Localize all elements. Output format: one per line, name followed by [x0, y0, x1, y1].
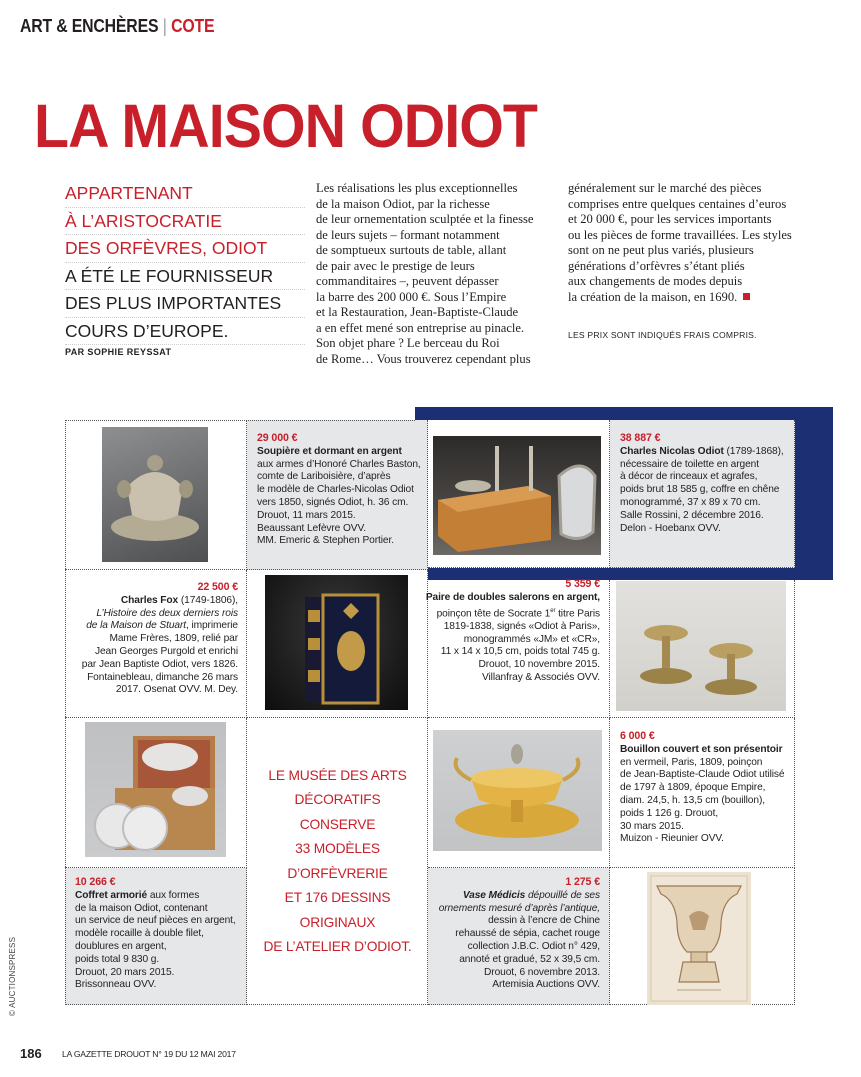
lot-line: aux armes d’Honoré Charles Baston, [257, 458, 421, 470]
publication-footer: LA GAZETTE DROUOT N° 19 DU 12 MAI 2017 [62, 1049, 236, 1059]
lot-caption [425, 876, 600, 992]
lot-line: Drouot, 20 mars 2015. [75, 966, 175, 978]
vase-drawing-icon [647, 872, 751, 1005]
lot-caption [75, 876, 245, 992]
lot-line: L’Histoire des deux derniers rois [96, 607, 238, 619]
toilet-set-photo [433, 436, 601, 555]
lot-line: 30 mars 2015. [620, 820, 684, 832]
lot-line: , imprimerie [185, 620, 238, 632]
armorial-case-photo [85, 722, 226, 857]
toilet-set-icon [433, 436, 601, 555]
lede-line: APPARTENANT [65, 180, 305, 208]
lede-line: DES ORFÈVRES, ODIOT [65, 235, 305, 263]
lot-line: ornements mesuré d’après l’antique, [438, 902, 600, 914]
lot-caption-highlighted [620, 432, 795, 535]
page-number: 186 [20, 1046, 42, 1061]
lot-line: Drouot, 6 novembre 2013. [484, 966, 600, 978]
lot-line: modèle rocaille à double filet, [75, 928, 204, 940]
lot-line: titre Paris [555, 607, 600, 619]
lot-line: à décor de rinceaux et agrafes, [620, 471, 758, 483]
lot-line: Drouot, 11 mars 2015. [257, 509, 356, 521]
lot-superscript: er [550, 607, 556, 614]
lot-line: le modèle de Charles-Nicolas Odiot [257, 484, 414, 496]
section-label: ART & ENCHÈRES [20, 16, 159, 36]
lot-name: Paire de doubles salerons en argent, [425, 591, 600, 603]
lede-line: COURS D’EUROPE. [65, 318, 305, 346]
lot-line: poids 1 126 g. Drouot, [620, 807, 719, 819]
lot-line: Brissonneau OVV. [75, 979, 157, 991]
body-column-2-text: généralement sur le marché des pièces comprises entre quelques centaines d’euros et 20 000 €, pour les services importants ou les pièces de forme travaillées. Les styles sont on ne peut plus variés, plusieurs générations d’orfèvres s’étant pliés aux changements de modes depuis la création de la maison, en 1690. [568, 181, 792, 304]
lot-price: 29 000 € [257, 432, 298, 444]
lede-line: DES PLUS IMPORTANTES [65, 290, 305, 318]
lot-line: un service de neuf pièces en argent, [75, 915, 236, 927]
lot-name: Vase Médicis [462, 889, 526, 901]
lot-line: Mame Frères, 1809, relié par [109, 633, 238, 645]
grid-top-border [65, 420, 415, 421]
lot-line: vers 1850, signés Odiot, h. 36 cm. [257, 496, 409, 508]
tureen-icon [102, 427, 208, 562]
body-column-1: Les réalisations les plus exceptionnelles de la maison Odiot, par la richesse de leur ornementation sculptée et la finesse de leurs sujets – formant notamment de somptueux surtouts de table, allant de pair avec le prestige de leurs commanditaires –, peuvent dépasser la barre des 200 000 €. Sous l’Empire et la Restauration, Jean-Baptiste-Claude a en effet mené son entreprise au pinacle. Son objet phare ? Le berceau du Roi de Rome… Vous trouverez cependant plus [316, 181, 534, 366]
lot-title-italic: de la Maison de Stuart [86, 620, 186, 632]
rubric-separator: | [162, 16, 167, 36]
article-title: LA MAISON ODIOT [34, 92, 538, 160]
lot-price: 38 887 € [620, 432, 661, 444]
article-lede [65, 180, 305, 345]
lot-price: 6 000 € [620, 730, 655, 742]
lot-name-suffix: aux formes [147, 889, 200, 901]
lot-line: diam. 24,5, h. 13,5 cm (bouillon), [620, 794, 765, 806]
lot-name: Charles Fox [120, 594, 179, 606]
lot-name-suffix: dépouillé de ses [525, 889, 600, 901]
lot-price: 22 500 € [197, 581, 238, 593]
lot-line: Villanfray & Associés OVV. [481, 671, 600, 683]
lede-line: A ÉTÉ LE FOURNISSEUR [65, 263, 305, 291]
end-mark-icon [743, 293, 750, 300]
lot-name: Charles Nicolas Odiot [620, 445, 724, 457]
lot-caption [257, 432, 427, 548]
salt-cellars-icon [616, 581, 786, 711]
lot-line: collection J.B.C. Odiot n° 429, [467, 940, 600, 952]
subsection-label: COTE [171, 16, 215, 36]
lot-name: Soupière et dormant en argent [257, 445, 402, 457]
salt-cellars-photo [616, 581, 786, 711]
lot-line: 1819-1838, signés «Odiot à Paris», [443, 620, 600, 632]
lot-line: Fontainebleau, dimanche 26 mars [87, 671, 238, 683]
lot-line: dessin à l’encre de Chine [488, 915, 600, 927]
body-column-2 [568, 181, 813, 305]
lot-line: 2017. Osenat OVV. M. Dey. [115, 684, 238, 696]
lot-line: poids total 9 830 g. [75, 953, 160, 965]
lot-line: monogrammé, 37 x 89 x 70 cm. [620, 496, 761, 508]
prices-note: LES PRIX SONT INDIQUÉS FRAIS COMPRIS. [568, 330, 757, 340]
lot-name-suffix: (1749-1806), [178, 594, 238, 606]
lot-line: par Jean Baptiste Odiot, vers 1826. [81, 658, 238, 670]
lot-name: Coffret armorié [75, 889, 148, 901]
lot-caption [425, 578, 600, 685]
lot-line: nécessaire de toilette en argent [620, 458, 759, 470]
lot-line: de 1797 à 1809, époque Empire, [620, 782, 766, 794]
lot-line: annoté et gradué, 52 x 39,5 cm. [459, 953, 600, 965]
lot-line: en vermeil, Paris, 1809, poinçon [620, 756, 763, 768]
lot-line: de Jean-Baptiste-Claude Odiot utilisé [620, 769, 785, 781]
lot-line: monogrammés «JM» et «CR», [463, 633, 600, 645]
grid-left-border [65, 420, 66, 1005]
byline: PAR SOPHIE REYSSAT [65, 347, 172, 357]
silver-tureen-photo [102, 427, 208, 562]
lot-line: MM. Emeric & Stephen Portier. [257, 535, 394, 547]
bouillon-icon [433, 730, 602, 851]
lot-line: rehaussé de sépia, cachet rouge [455, 928, 600, 940]
bound-book-photo [265, 575, 408, 710]
lede-line: À L’ARISTOCRATIE [65, 208, 305, 236]
vermeil-bouillon-photo [433, 730, 602, 851]
lot-line: poids brut 18 585 g, coffre en chêne [620, 484, 780, 496]
lot-line: doublures en argent, [75, 940, 167, 952]
lot-line: Salle Rossini, 2 décembre 2016. [620, 509, 764, 521]
lot-name: Bouillon couvert et son présentoir [620, 743, 783, 755]
lot-line: Delon - Hoebanx OVV. [620, 522, 721, 534]
silver-case-icon [85, 722, 226, 857]
lot-line: Artemisia Auctions OVV. [492, 979, 600, 991]
book-icon [265, 575, 408, 710]
pull-quote [247, 718, 428, 1005]
lot-line: Beaussant Lefèvre OVV. [257, 522, 366, 534]
lot-line: comte de Lariboisière, d’après [257, 471, 391, 483]
lot-line: Jean Georges Purgold et enrichi [94, 645, 238, 657]
medici-vase-drawing [647, 872, 751, 1005]
lot-price: 1 275 € [565, 876, 600, 888]
lot-price: 10 266 € [75, 876, 116, 888]
lot-caption [620, 730, 795, 846]
photo-credit: © AUCTIONSPRESS [8, 936, 17, 1016]
lot-line: poinçon tête de Socrate 1 [436, 607, 551, 619]
lot-line: Muizon - Rieunier OVV. [620, 833, 724, 845]
lot-price: 5 359 € [565, 578, 600, 590]
pull-quote-text: LE MUSÉE DES ARTS DÉCORATIFS CONSERVE 33 MODÈLES D’ORFÈVRERIE ET 176 DESSINS ORIGINAUX DE L’ATELIER D’ODIOT. [263, 767, 412, 954]
lot-name-suffix: (1789-1868), [723, 445, 784, 457]
section-rubric [20, 16, 214, 37]
lot-line: Drouot, 10 novembre 2015. [478, 659, 600, 671]
lot-line: de la maison Odiot, contenant [75, 902, 208, 914]
lot-line: 11 x 14 x 10,5 cm, poids total 745 g. [440, 646, 600, 658]
lot-caption [70, 581, 238, 697]
